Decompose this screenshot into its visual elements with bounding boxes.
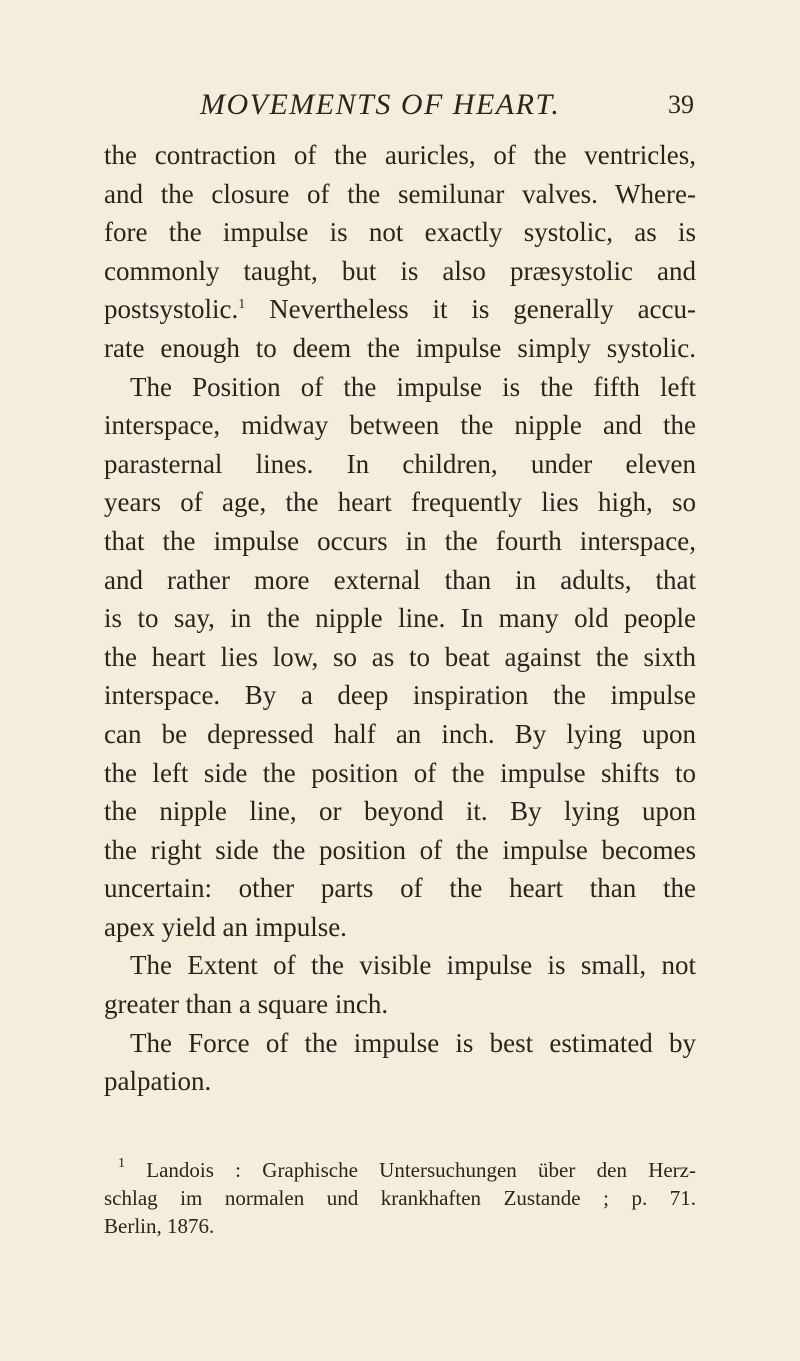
page-number: 39 xyxy=(668,90,694,119)
text-line: palpation. xyxy=(104,1066,212,1097)
text-line: the right side the position of the impulse becomes xyxy=(104,834,696,865)
text-line: can be depressed half an inch. By lying upon xyxy=(104,718,696,749)
text-line: rate enough to deem the impulse simply systolic. xyxy=(104,332,696,363)
text-line: and rather more external than in adults, that xyxy=(104,564,696,595)
text-line: The Force of the impulse is best estimated by xyxy=(130,1027,696,1058)
running-title: MOVEMENTS OF HEART. xyxy=(200,88,561,121)
text-line: the heart lies low, so as to beat against the sixth xyxy=(104,641,696,672)
footnote-line xyxy=(104,1156,696,1184)
text-line: uncertain: other parts of the heart than the xyxy=(104,873,696,904)
text-fragment: Nevertheless it is generally accu- xyxy=(269,294,697,325)
text-line: the nipple line, or beyond it. By lying upon xyxy=(104,796,696,827)
text-line: greater than a square inch. xyxy=(104,989,389,1020)
footnote xyxy=(104,1156,696,1240)
text-line: apex yield an impulse. xyxy=(104,911,347,942)
text-line: is to say, in the nipple line. In many old people xyxy=(104,603,696,634)
text-line: parasternal lines. In children, under eleven xyxy=(104,448,696,479)
text-fragment: postsystolic. xyxy=(104,294,239,325)
text-line: interspace. By a deep inspiration the impulse xyxy=(104,680,696,711)
text-line: that the impulse occurs in the fourth interspace, xyxy=(104,525,696,556)
footnote-reference: 1 xyxy=(238,297,246,313)
text-line: commonly taught, but is also præsystolic and xyxy=(104,255,696,286)
text-line: fore the impulse is not exactly systolic, as is xyxy=(104,217,696,248)
footnote-line: schlag im normalen und krankhaften Zustande ; p. 71. xyxy=(104,1186,696,1210)
running-head xyxy=(96,88,694,128)
footnote-marker: 1 xyxy=(118,1156,125,1171)
text-line xyxy=(104,290,696,329)
text-line: The Position of the impulse is the fifth left xyxy=(130,371,696,402)
text-line: the left side the position of the impulse shifts to xyxy=(104,757,696,788)
footnote-line: Berlin, 1876. xyxy=(104,1214,215,1238)
text-line: The Extent of the visible impulse is small, not xyxy=(130,950,696,981)
text-fragment: Landois : Graphische Untersuchungen über den Herz- xyxy=(146,1158,696,1182)
body-text xyxy=(104,136,696,1101)
text-line: and the closure of the semilunar valves. Where- xyxy=(104,178,696,209)
text-line: interspace, midway between the nipple and the xyxy=(104,410,696,441)
text-line: the contraction of the auricles, of the ventricles, xyxy=(104,140,696,170)
text-line: years of age, the heart frequently lies high, so xyxy=(104,487,696,518)
